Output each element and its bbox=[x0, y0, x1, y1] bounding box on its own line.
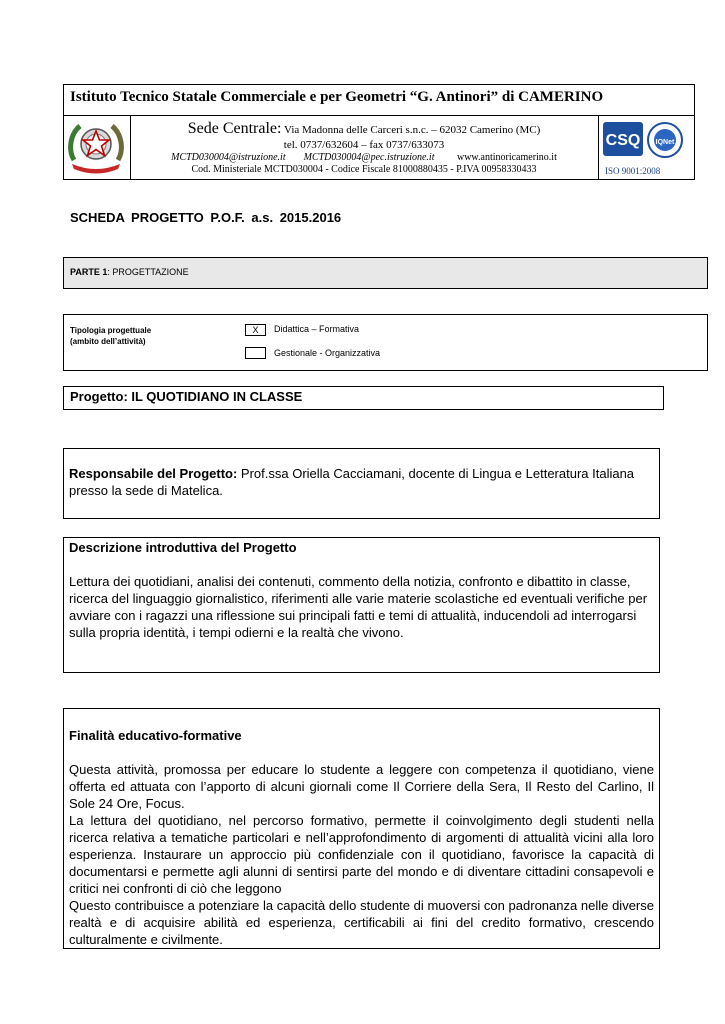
descrizione-box bbox=[63, 537, 660, 673]
descrizione-heading: Descrizione introduttiva del Progetto bbox=[69, 540, 297, 555]
responsabile-label: Responsabile del Progetto: bbox=[69, 466, 238, 481]
responsabile-box bbox=[63, 448, 660, 519]
finalita-paragraph: Questa attività, promossa per educare lo studente a leggere con competenza il quotidiano, viene offerta ed attuata con l’apporto di alcuni giornali come Il Corriere della Sera, Il Resto del Carlino, Il Sole 24 Ore, Focus. bbox=[69, 762, 654, 811]
phone-fax: tel. 0737/632604 – fax 0737/633073 bbox=[283, 139, 445, 151]
finalita-paragraph: La lettura del quotidiano, nel percorso formativo, permette il coinvolgimento degli studenti nella ricerca relativa a tematiche particolari e nell’approfondimento di argomenti di attualità vicini alla loro esperienza. Instaurare un approccio più confidenziale con il quotidiano, favorisce la capacità di documentarsi e permette agli alunni di sentirsi parte del mondo e di diventare cittadini consapevoli e critici nei confronti di ciò che leggono bbox=[69, 813, 654, 896]
sede-label: Sede Centrale: bbox=[187, 120, 282, 137]
school-title: Istituto Tecnico Statale Commerciale e per Geometri “G. Antinori” di CAMERINO bbox=[64, 85, 694, 116]
finalita-paragraph: Questo contribuisce a potenziare la capacità dello studente di muoversi con padronanza nelle diverse realtà e di acquisire abilità ed esperienza, certificabili ai fini del credito formativo, crescendo culturalmente e civilmente. bbox=[69, 898, 654, 947]
csq-iqnet-logo-icon bbox=[599, 118, 693, 166]
gestionale-option-label: Gestionale - Organizzativa bbox=[274, 348, 381, 358]
parte-label: PARTE 1 bbox=[70, 267, 108, 277]
website-link[interactable]: www.antinoricamerino.it bbox=[456, 152, 557, 163]
pec-email-link[interactable]: MCTD030004@pec.istruzione.it bbox=[303, 152, 435, 163]
certification-cell bbox=[598, 116, 695, 179]
tipologia-label-line2: (ambito dell’attività) bbox=[70, 337, 146, 346]
school-address: Via Madonna delle Carceri s.n.c. – 62032 Camerino (MC) bbox=[284, 124, 541, 136]
cert-mark-text: IQNet bbox=[655, 139, 675, 146]
school-contacts bbox=[130, 116, 598, 179]
parte-section-header bbox=[63, 257, 708, 289]
iso-label: ISO 9001:2008 bbox=[605, 166, 661, 176]
didattica-checkbox[interactable]: X bbox=[245, 324, 266, 336]
responsabile-text: Prof.ssa Oriella Cacciamani, docente di Lingua e Letteratura Italiana presso la sede di Matelica. bbox=[69, 466, 635, 498]
italian-republic-emblem-icon bbox=[64, 116, 128, 178]
email-link[interactable]: MCTD030004@istruzione.it bbox=[171, 152, 286, 163]
finalita-heading: Finalità educativo-formative bbox=[69, 728, 242, 743]
project-title: Progetto: IL QUOTIDIANO IN CLASSE bbox=[63, 386, 664, 410]
descrizione-text: Lettura dei quotidiani, analisi dei contenuti, commento della notizia, confronto e dibattito in classe, ricerca del linguaggio giornalistico, riferimenti alle varie materie scolastiche ed eventuali verifiche per avviare con i ragazzi una riflessione sui principali fatti e temi di attualità, inducendoli ad interrogarsi sulla propria identità, i tempi odierni e la realtà che vivono. bbox=[69, 574, 648, 640]
scheda-title: SCHEDA PROGETTO P.O.F. a.s. 2015.2016 bbox=[70, 210, 342, 225]
fiscal-codes: Cod. Ministeriale MCTD030004 - Codice Fiscale 81000880435 - P.IVA 00958330433 bbox=[191, 164, 537, 175]
tipologia-label-line1: Tipologia progettuale bbox=[70, 326, 152, 335]
gestionale-checkbox[interactable] bbox=[245, 347, 266, 359]
finalita-box bbox=[63, 708, 660, 949]
cert-brand-text: CSQ bbox=[605, 132, 641, 149]
tipologia-section bbox=[63, 314, 708, 371]
emblem-cell bbox=[64, 116, 131, 179]
didattica-option-label: Didattica – Formativa bbox=[274, 324, 360, 334]
tipologia-label bbox=[70, 325, 151, 347]
parte-text: : PROGETTAZIONE bbox=[107, 267, 189, 277]
letterhead-table bbox=[63, 84, 695, 180]
